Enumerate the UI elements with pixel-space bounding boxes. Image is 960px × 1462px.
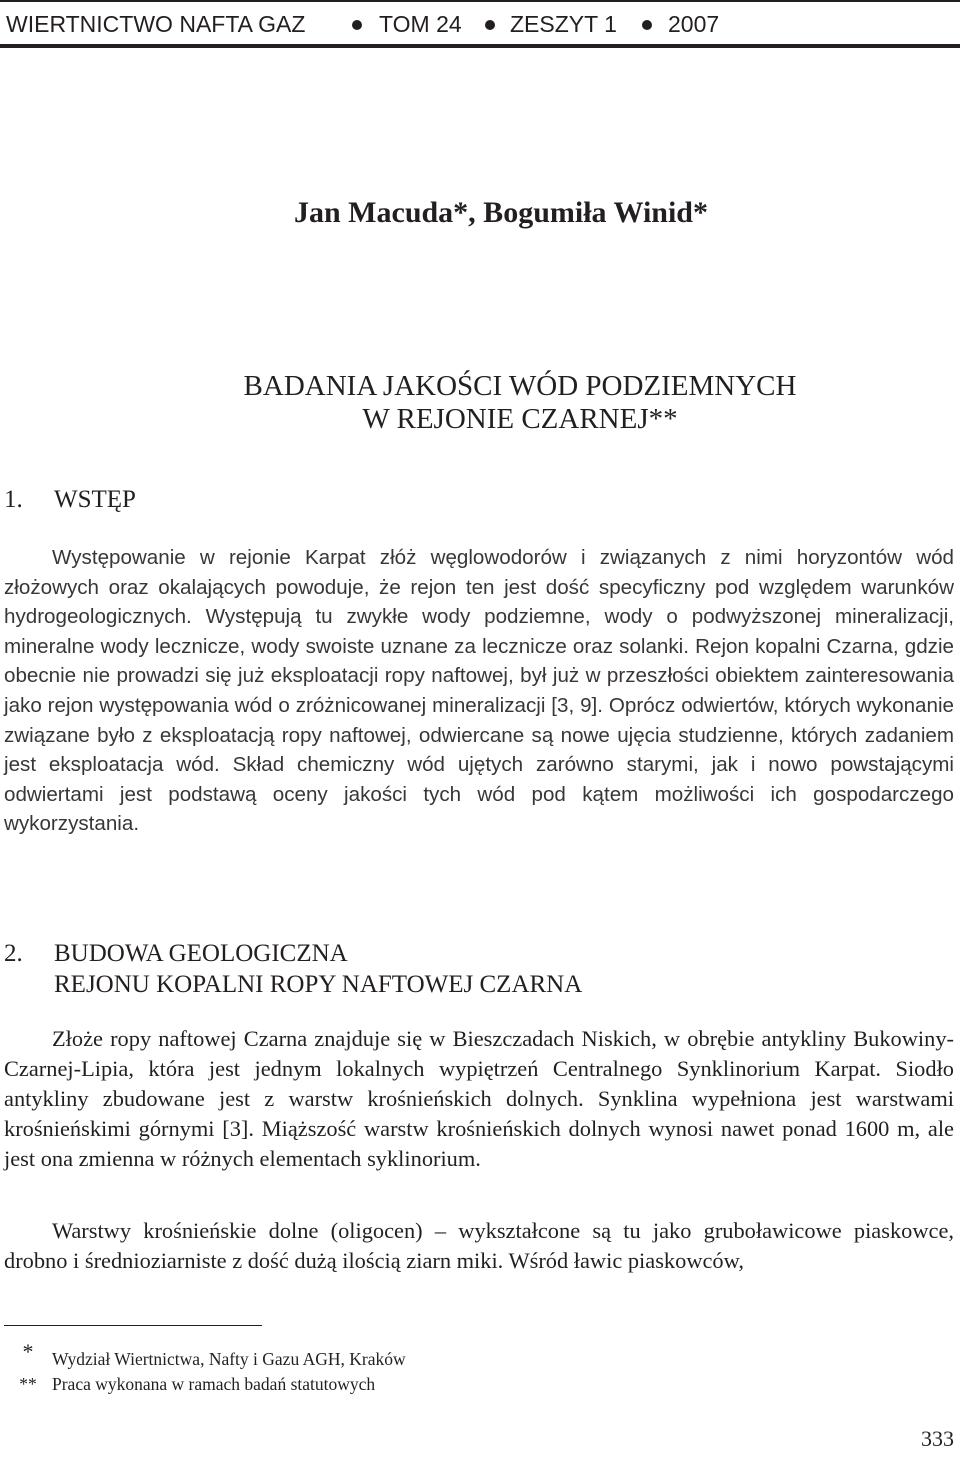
footnote-2-text: Praca wykonana w ramach badań statutowych — [52, 1374, 376, 1394]
footnote-1-text: Wydział Wiertnictwa, Nafty i Gazu AGH, Kraków — [52, 1349, 406, 1369]
section-1-paragraph: Występowanie w rejonie Karpat złóż węglowodorów i związanych z nimi horyzontów wód złożowych oraz okalających powoduje, że rejon ten jest dość specyficzny pod względem warunków hydrogeologicznych. Występują tu zwykłe wody podziemne, wody o podwyższonej mineralizacji, mineralne wody lecznicze, wody swoiste uznane za lecznicze oraz solanki. Rejon kopalni Czarna, gdzie obecnie nie prowadzi się już eksploatacji ropy naftowej, był już w przeszłości obiektem zainteresowania jako rejon występowania wód o zróżnicowanej mineralizacji [3, 9]. Oprócz odwiertów, których wykonanie związane było z eksploatacją ropy naftowej, odwiercane są nowe ujęcia studzienne, których zadaniem jest eksploatacja wód. Skład chemiczny wód ujętych zarówno starymi, jak i nowo powstającymi odwiertami jest podstawą oceny jakości tych wód pod kątem możliwości ich gospodarczego wykorzystania. — [4, 546, 954, 836]
title-line-2: W REJONIE CZARNEJ** — [362, 403, 678, 435]
title-line-1: BADANIA JAKOŚCI WÓD PODZIEMNYCH — [243, 370, 797, 402]
journal-year: 2007 — [668, 11, 720, 37]
journal-issue: ZESZYT 1 — [510, 11, 617, 37]
section-2-paragraph-2: Warstwy krośnieńskie dolne (oligocen) – wykształcone są tu jako gruboławicowe piaskowce, drobno i średnioziarniste z dość dużą ilością ziarn miki. Wśród ławic piaskowców, — [4, 1218, 954, 1273]
footnote-2 — [4, 1373, 375, 1395]
bullet-icon — [352, 20, 362, 30]
section-2-heading — [4, 938, 582, 1000]
section-2-number: 2. — [4, 940, 23, 967]
page-number: 333 — [921, 1426, 954, 1451]
section-2-title-line-2: REJONU KOPALNI ROPY NAFTOWEJ CZARNA — [54, 971, 583, 998]
article-title — [120, 370, 920, 436]
journal-name: WIERTNICTWO NAFTA GAZ — [6, 11, 306, 37]
section-1-number: 1. — [4, 486, 23, 513]
section-2-title-line-1: BUDOWA GEOLOGICZNA — [54, 940, 348, 967]
footnote-1 — [4, 1339, 406, 1370]
section-1-heading — [4, 484, 136, 515]
journal-volume: TOM 24 — [379, 11, 462, 37]
authors: Jan Macuda*, Bogumiła Winid* — [294, 196, 708, 229]
bullet-icon — [642, 20, 652, 30]
bullet-icon — [485, 20, 495, 30]
section-1-title: WSTĘP — [54, 486, 136, 513]
footnote-1-mark: * — [22, 1339, 34, 1364]
journal-header — [0, 0, 960, 48]
footnote-divider — [4, 1325, 262, 1326]
section-2-paragraph-1: Złoże ropy naftowej Czarna znajduje się w Bieszczadach Niskich, w obrębie antykliny Bukowiny-Czarnej-Lipia, która jest jednym lokalnych wypiętrzeń Centralnego Synklinorium Karpat. Siodło antykliny zbudowane jest z warstw krośnieńskich dolnych. Synklina wypełniona jest warstwami krośnieńskimi górnymi [3]. Miąższość warstw krośnieńskich dolnych wynosi nawet ponad 1600 m, ale jest ona zmienna w różnych elementach syklinorium. — [4, 1026, 954, 1171]
footnote-2-mark: ** — [19, 1374, 37, 1394]
